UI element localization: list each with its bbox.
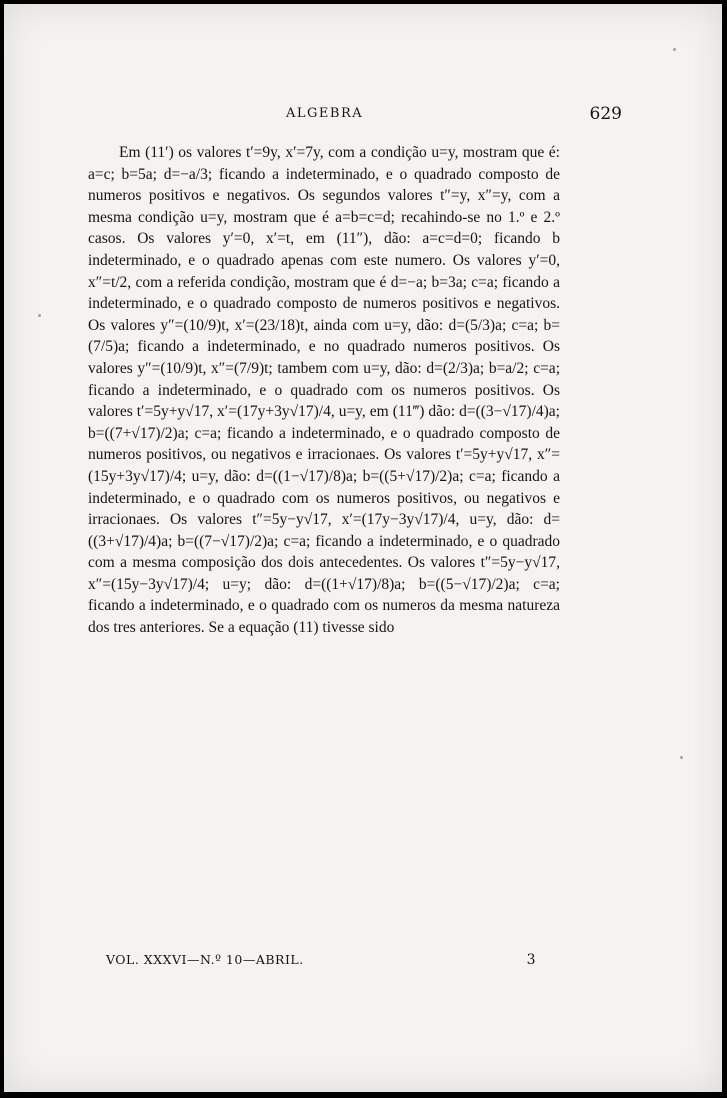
running-head [4, 104, 722, 126]
page-number: 629 [589, 104, 622, 124]
footer-volume-line: VOL. XXXVI—N.º 10—ABRIL. [106, 952, 304, 967]
book-page [4, 4, 722, 1092]
body-text [88, 142, 560, 639]
paper-speck [673, 48, 676, 51]
paper-speck [680, 756, 683, 759]
body-paragraph: Em (11′) os valores t′=9y, x′=7y, com a condição u=y, mostram que é: a=c; b=5a; d=−a/3; ficando a indeterminado, e o quadrado composto de numeros positivos e negativos. Os segundos valores t″=y, x″=y, com a mesma condição u=y, mostram que é a=b=c=d; recahindo-se no 1.º e 2.º casos. Os valores y′=0, x′=t, em (11″), dão: a=c=d=0; ficando b indeterminado, e o quadrado apenas com este numero. Os valores y′=0, x″=t/2, com a referida condição, mostram que é d=−a; b=3a; c=a; ficando a indeterminado, e o quadrado composto de numeros positivos e negativos. Os valores y″=(10/9)t, x′=(23/18)t, ainda com u=y, dão: d=(5/3)a; c=a; b=(7/5)a; ficando a indeterminado, e no quadrado numeros positivos. Os valores y″=(10/9)t, x″=(7/9)t; tambem com u=y, dão: d=(2/3)a; b=a/2; c=a; ficando a indeterminado, e o quadrado com os numeros positivos. Os valores t′=5y+y√17, x′=(17y+3y√17)/4, u=y, em (11‴) dão: d=((3−√17)/4)a; b=((7+√17)/2)a; c=a; ficando a indeterminado, e o quadrado composto de numeros positivos, ou negativos e irracionaes. Os valores t′=5y+y√17, x″=(15y+3y√17)/4; u=y, dão: d=((1−√17)/8)a; b=((5+√17)/2)a; c=a; ficando a indeterminado, e o quadrado com os numeros positivos, ou negativos e irracionaes. Os valores t″=5y−y√17, x′=(17y−3y√17)/4, u=y, dão: d=((3+√17)/4)a; b=((7−√17)/2)a; c=a; ficando a indeterminado, e o quadrado com a mesma composição dos dois antecedentes. Os valores t″=5y−y√17, x″=(15y−3y√17)/4; u=y; dão: d=((1+√17)/8)a; b=((5−√17)/2)a; c=a; ficando a indeterminado, e o quadrado com os numeros da mesma natureza dos tres anteriores. Se a equação (11) tivesse sido [88, 144, 560, 637]
footer-signature-number: 3 [526, 952, 536, 968]
running-title: ALGEBRA [286, 106, 364, 121]
paper-speck [38, 314, 41, 317]
